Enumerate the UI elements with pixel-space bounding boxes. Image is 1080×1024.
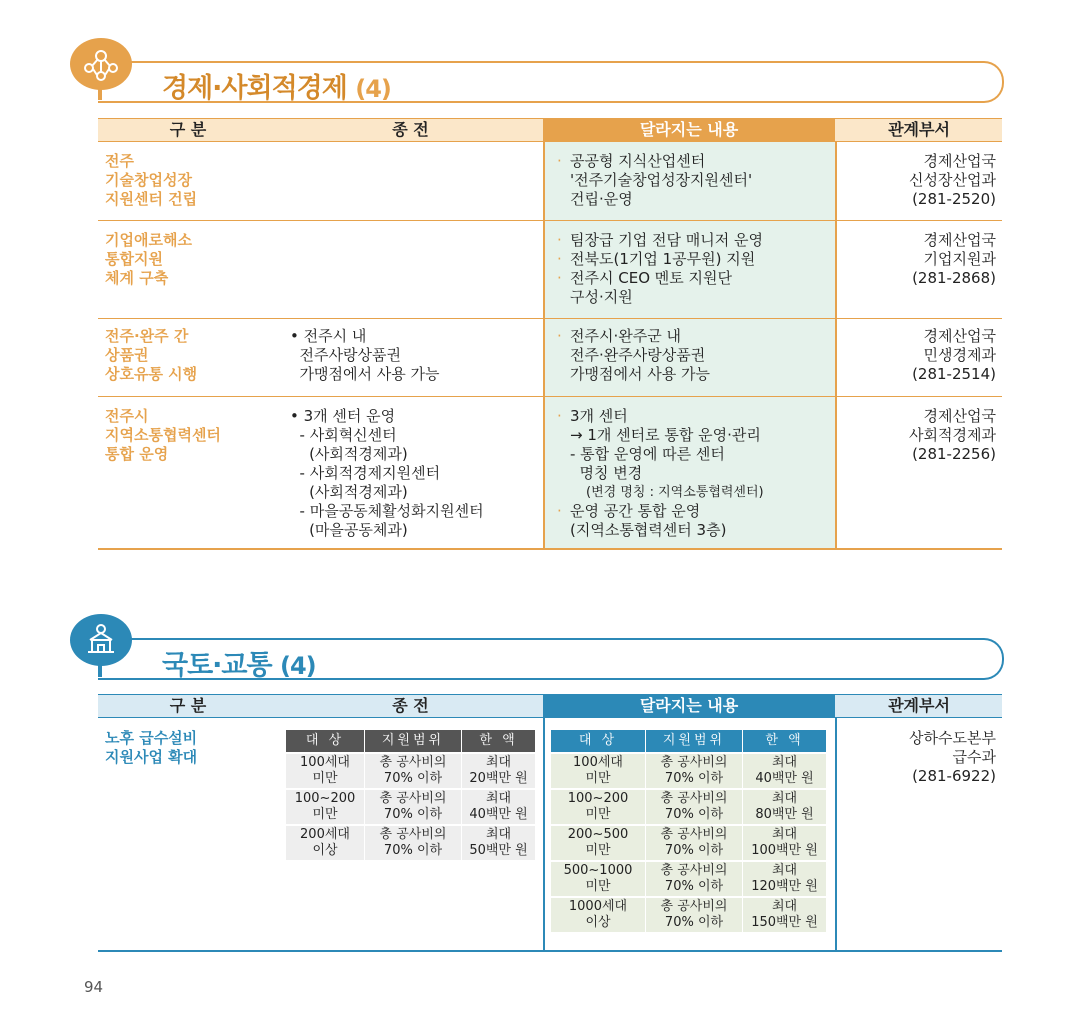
changes-note: (변경 명칭 : 지역소통협력센터) bbox=[586, 485, 764, 500]
changes-text: 전북도(1기업 1공무원) 지원 bbox=[570, 250, 756, 268]
mini-td: 총 공사비의 70% 이하 bbox=[365, 825, 462, 860]
mini-td: 100세대 미만 bbox=[286, 753, 365, 789]
table-row bbox=[551, 861, 827, 897]
section-badge bbox=[70, 38, 132, 90]
old-support-table bbox=[286, 730, 536, 860]
row-category: 기업애로해소 통합지원 체계 구축 bbox=[105, 231, 192, 287]
changes-text: 3개 센터 → 1개 센터로 통합 운영·관리 - 통합 운영에 따른 센터 명칭 변경 bbox=[570, 407, 761, 482]
table-row bbox=[286, 753, 536, 789]
table-bottom-border bbox=[98, 950, 1002, 952]
mini-th-limit: 한 액 bbox=[462, 730, 536, 753]
mini-td: 총 공사비의 70% 이하 bbox=[646, 861, 743, 897]
mini-td: 500~1000 미만 bbox=[551, 861, 646, 897]
row-dept: 경제산업국 기업지원과 (281-2868) bbox=[912, 231, 996, 287]
mini-td: 최대 40백만 원 bbox=[462, 789, 536, 825]
row-category: 전주 기술창업성장 지원센터 건립 bbox=[105, 152, 198, 208]
changes-text: 팀장급 기업 전담 매니저 운영 bbox=[570, 231, 763, 249]
mini-td: 최대 20백만 원 bbox=[462, 753, 536, 789]
row-category: 전주·완주 간 상품권 상호유통 시행 bbox=[105, 327, 198, 383]
current-text: • 3개 센터 운영 - 사회혁신센터 (사회적경제과) - 사회적경제지원센터 (사회적경제과) - 마을공동체활성화지원센터 (마을공동체과) bbox=[290, 407, 484, 539]
mini-td: 최대 50백만 원 bbox=[462, 825, 536, 860]
mini-td: 총 공사비의 70% 이하 bbox=[646, 897, 743, 932]
changes-text: 공공형 지식산업센터 '전주기술창업성장지원센터' 건립·운영 bbox=[570, 152, 753, 208]
mini-th-range: 지원범위 bbox=[365, 730, 462, 753]
current-text: • 전주시 내 전주사랑상품권 가맹점에서 사용 가능 bbox=[290, 327, 440, 383]
changes-bullet: · bbox=[557, 407, 562, 425]
header-current: 종 전 bbox=[392, 120, 429, 139]
changes-bullet: · bbox=[557, 269, 562, 287]
mini-td: 최대 40백만 원 bbox=[743, 753, 827, 789]
section-title-text: 경제·사회적경제 bbox=[162, 73, 347, 104]
header-category: 구 분 bbox=[169, 696, 207, 715]
header-current: 종 전 bbox=[392, 696, 429, 715]
changes-bullet: · bbox=[557, 231, 562, 249]
row-category: 전주시 지역소통협력센터 통합 운영 bbox=[105, 407, 221, 463]
mini-td: 총 공사비의 70% 이하 bbox=[365, 753, 462, 789]
mini-td: 100~200 미만 bbox=[551, 789, 646, 825]
mini-td: 최대 120백만 원 bbox=[743, 861, 827, 897]
row-dept: 경제산업국 사회적경제과 (281-2256) bbox=[909, 407, 996, 463]
row-dept: 경제산업국 신성장산업과 (281-2520) bbox=[909, 152, 996, 208]
header-changes: 달라지는 내용 bbox=[543, 694, 835, 718]
table-bottom-border bbox=[98, 548, 1002, 550]
row-dept: 경제산업국 민생경제과 (281-2514) bbox=[912, 327, 996, 383]
mini-td: 총 공사비의 70% 이하 bbox=[365, 789, 462, 825]
mini-td: 1000세대 이상 bbox=[551, 897, 646, 932]
section-badge bbox=[70, 614, 132, 666]
section-count: (4) bbox=[355, 75, 391, 103]
changes-bullet: · bbox=[557, 327, 562, 345]
header-category: 구 분 bbox=[169, 120, 207, 139]
section-title-text: 국토·교통 bbox=[162, 650, 272, 681]
row-divider bbox=[98, 220, 1002, 221]
mini-th-target: 대 상 bbox=[551, 730, 646, 753]
header-changes: 달라지는 내용 bbox=[543, 118, 835, 142]
network-people-icon bbox=[70, 38, 132, 90]
mini-table-header bbox=[286, 730, 536, 753]
header-dept: 관계부서 bbox=[888, 696, 950, 715]
mini-td: 100~200 미만 bbox=[286, 789, 365, 825]
table-row bbox=[286, 825, 536, 860]
mini-th-limit: 한 액 bbox=[743, 730, 827, 753]
row-divider bbox=[98, 318, 1002, 319]
section-count: (4) bbox=[280, 652, 316, 680]
mini-td: 100세대 미만 bbox=[551, 753, 646, 789]
mini-td: 총 공사비의 70% 이하 bbox=[646, 789, 743, 825]
changes-bullet: · bbox=[557, 152, 562, 170]
mini-td: 최대 80백만 원 bbox=[743, 789, 827, 825]
row-dept: 상하수도본부 급수과 (281-6922) bbox=[909, 729, 996, 785]
mini-td: 200세대 이상 bbox=[286, 825, 365, 860]
table-row bbox=[551, 825, 827, 861]
mini-table-header bbox=[551, 730, 827, 753]
row-divider bbox=[98, 396, 1002, 397]
changes-text: 운영 공간 통합 운영 (지역소통협력센터 3층) bbox=[570, 502, 727, 539]
row-category: 노후 급수설비 지원사업 확대 bbox=[105, 729, 198, 766]
new-support-table bbox=[551, 730, 827, 932]
header-dept: 관계부서 bbox=[888, 120, 950, 139]
mini-th-target: 대 상 bbox=[286, 730, 365, 753]
changes-bullet: · bbox=[557, 250, 562, 268]
mini-td: 최대 100백만 원 bbox=[743, 825, 827, 861]
section-title bbox=[162, 643, 316, 682]
mini-th-range: 지원범위 bbox=[646, 730, 743, 753]
changes-bullet: · bbox=[557, 502, 562, 520]
changes-text: 전주시·완주군 내 전주·완주사랑상품권 가맹점에서 사용 가능 bbox=[570, 327, 710, 383]
page-number: 94 bbox=[84, 978, 104, 996]
mini-td: 총 공사비의 70% 이하 bbox=[646, 753, 743, 789]
mini-td: 최대 150백만 원 bbox=[743, 897, 827, 932]
mini-td: 총 공사비의 70% 이하 bbox=[646, 825, 743, 861]
table-row bbox=[551, 789, 827, 825]
building-icon bbox=[70, 614, 132, 666]
table-row bbox=[551, 753, 827, 789]
section-title bbox=[162, 66, 391, 105]
changes-text: 전주시 CEO 멘토 지원단 구성·지원 bbox=[570, 269, 732, 306]
mini-td: 200~500 미만 bbox=[551, 825, 646, 861]
table-row bbox=[286, 789, 536, 825]
table-row bbox=[551, 897, 827, 932]
